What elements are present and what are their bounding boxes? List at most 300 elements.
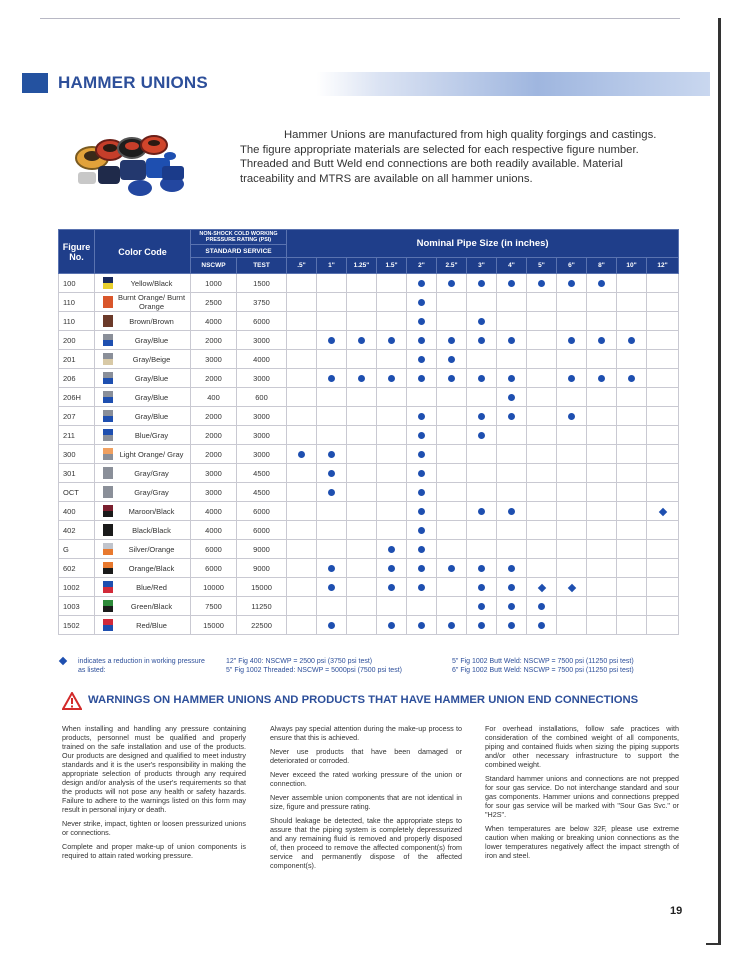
available-dot-icon: [418, 337, 425, 344]
size-availability-cell: [557, 350, 587, 369]
size-availability-cell: [347, 597, 377, 616]
size-availability-cell: [377, 578, 407, 597]
table-row: [59, 483, 679, 502]
size-availability-cell: [347, 464, 377, 483]
available-dot-icon: [508, 337, 515, 344]
size-availability-cell: [407, 388, 437, 407]
color-code-cell: [95, 388, 191, 407]
size-header: 2": [407, 258, 437, 274]
size-availability-cell: [347, 312, 377, 331]
size-availability-cell: [407, 426, 437, 445]
size-availability-cell: [557, 502, 587, 521]
figure-number: 200: [59, 331, 95, 350]
size-availability-cell: [617, 350, 647, 369]
size-availability-cell: [497, 426, 527, 445]
size-availability-cell: [467, 464, 497, 483]
size-availability-cell: [467, 521, 497, 540]
size-availability-cell: [437, 331, 467, 350]
size-availability-cell: [527, 388, 557, 407]
size-availability-cell: [347, 426, 377, 445]
size-availability-cell: [497, 464, 527, 483]
size-availability-cell: [647, 502, 679, 521]
nscwp-value: 2000: [191, 331, 237, 350]
union-spec-table: [58, 229, 679, 635]
size-availability-cell: [347, 407, 377, 426]
nscwp-value: 15000: [191, 616, 237, 635]
size-availability-cell: [557, 578, 587, 597]
warning-paragraph: Never use products that have been damaged or deteriorated or corroded.: [270, 747, 462, 765]
size-availability-cell: [587, 540, 617, 559]
available-dot-icon: [538, 603, 545, 610]
size-availability-cell: [287, 388, 317, 407]
size-availability-cell: [347, 388, 377, 407]
color-code-cell: [95, 540, 191, 559]
size-availability-cell: [377, 445, 407, 464]
nscwp-value: 3000: [191, 464, 237, 483]
size-availability-cell: [407, 369, 437, 388]
warning-paragraph: Always pay special attention during the make-up process to ensure that this is achieved.: [270, 724, 462, 742]
size-availability-cell: [497, 293, 527, 312]
size-availability-cell: [617, 521, 647, 540]
size-availability-cell: [647, 616, 679, 635]
size-availability-cell: [557, 388, 587, 407]
size-availability-cell: [647, 331, 679, 350]
warning-paragraph: When installing and handling any pressure containing products, personnel must be qualified and properly trained on the safe installation and use of the products. Our products are designed and qualified to meet industry standards and it is the user's responsibility in making the appropriate selection of products through any required design and/or analysis of the user's requirements so that the products will not pose any health or safety hazards. Failure to adhere to the warnings listed on this form may result in personal injury or death.: [62, 724, 246, 814]
size-availability-cell: [377, 293, 407, 312]
available-dot-icon: [418, 565, 425, 572]
size-header: 10": [617, 258, 647, 274]
color-swatch: [103, 410, 113, 422]
size-availability-cell: [647, 293, 679, 312]
size-availability-cell: [287, 407, 317, 426]
test-value: 6000: [237, 502, 287, 521]
hammer-unions-photo: [70, 128, 230, 208]
color-code-cell: [95, 369, 191, 388]
reduced-pressure-diamond-icon: [567, 583, 575, 591]
size-availability-cell: [287, 559, 317, 578]
available-dot-icon: [568, 280, 575, 287]
size-availability-cell: [407, 445, 437, 464]
figure-number: 1002: [59, 578, 95, 597]
size-availability-cell: [527, 293, 557, 312]
table-row: [59, 274, 679, 293]
size-availability-cell: [377, 616, 407, 635]
size-availability-cell: [407, 407, 437, 426]
color-name: Gray/Blue: [134, 392, 169, 402]
size-availability-cell: [287, 483, 317, 502]
diamond-note: indicates a reduction in working pressure as listed:: [78, 658, 205, 674]
nscwp-value: 2000: [191, 445, 237, 464]
test-value: 3000: [237, 369, 287, 388]
warning-paragraph: Complete and proper make-up of union components is required to attain rated working pressure.: [62, 842, 246, 860]
size-availability-cell: [557, 616, 587, 635]
nscwp-value: 3000: [191, 483, 237, 502]
available-dot-icon: [388, 546, 395, 553]
size-availability-cell: [407, 293, 437, 312]
nscwp-value: 2000: [191, 426, 237, 445]
size-availability-cell: [317, 578, 347, 597]
color-name: Gray/Gray: [134, 487, 169, 497]
available-dot-icon: [358, 337, 365, 344]
color-name: Blue/Gray: [134, 430, 169, 440]
nominal-size-header: Nominal Pipe Size (in inches): [287, 230, 679, 258]
available-dot-icon: [478, 375, 485, 382]
size-availability-cell: [317, 483, 347, 502]
test-value: 3000: [237, 407, 287, 426]
available-dot-icon: [358, 375, 365, 382]
nscwp-value: 4000: [191, 502, 237, 521]
size-availability-cell: [617, 559, 647, 578]
size-availability-cell: [347, 331, 377, 350]
size-availability-cell: [437, 388, 467, 407]
size-availability-cell: [377, 350, 407, 369]
color-code-cell: [95, 293, 191, 312]
color-name: Gray/Blue: [134, 373, 169, 383]
available-dot-icon: [418, 413, 425, 420]
size-availability-cell: [347, 274, 377, 293]
size-availability-cell: [317, 312, 347, 331]
available-dot-icon: [538, 622, 545, 629]
size-availability-cell: [407, 350, 437, 369]
available-dot-icon: [388, 337, 395, 344]
size-availability-cell: [437, 540, 467, 559]
figure-number: 207: [59, 407, 95, 426]
size-header: 4": [497, 258, 527, 274]
size-availability-cell: [557, 407, 587, 426]
size-availability-cell: [287, 445, 317, 464]
table-row: [59, 445, 679, 464]
warning-triangle-icon: [62, 692, 82, 710]
size-availability-cell: [347, 502, 377, 521]
size-availability-cell: [647, 540, 679, 559]
table-row: [59, 521, 679, 540]
color-name: Orange/Black: [128, 563, 175, 573]
size-availability-cell: [617, 578, 647, 597]
size-availability-cell: [287, 350, 317, 369]
size-availability-cell: [497, 369, 527, 388]
size-availability-cell: [497, 559, 527, 578]
size-availability-cell: [407, 502, 437, 521]
footnote-a: 12" Fig 400: NSCWP = 2500 psi (3750 psi test): [226, 658, 373, 665]
table-row: [59, 369, 679, 388]
warning-paragraph: Should leakage be detected, take the appropriate steps to assure that the piping system is completely depressurized and any remaining fluid is removed and properly disposed of, then proceed to remove the affected component(s) from service and permanently dispose of the affected component(s).: [270, 816, 462, 870]
available-dot-icon: [568, 337, 575, 344]
size-availability-cell: [467, 559, 497, 578]
size-header: 1": [317, 258, 347, 274]
nscwp-value: 2000: [191, 369, 237, 388]
test-value: 4500: [237, 483, 287, 502]
figure-number: 110: [59, 312, 95, 331]
size-availability-cell: [317, 274, 347, 293]
available-dot-icon: [628, 337, 635, 344]
size-header: 12": [647, 258, 679, 274]
color-name: Light Orange/ Gray: [119, 449, 184, 459]
size-availability-cell: [527, 502, 557, 521]
available-dot-icon: [598, 375, 605, 382]
size-availability-cell: [557, 464, 587, 483]
size-availability-cell: [647, 312, 679, 331]
color-name: Brown/Brown: [129, 316, 174, 326]
available-dot-icon: [298, 451, 305, 458]
size-header: 1.25": [347, 258, 377, 274]
size-availability-cell: [647, 426, 679, 445]
size-availability-cell: [377, 464, 407, 483]
size-availability-cell: [287, 597, 317, 616]
figure-number: 100: [59, 274, 95, 293]
color-name: Gray/Blue: [134, 335, 169, 345]
table-row: [59, 597, 679, 616]
size-header: 2.5": [437, 258, 467, 274]
size-availability-cell: [467, 369, 497, 388]
size-availability-cell: [377, 331, 407, 350]
size-availability-cell: [647, 559, 679, 578]
available-dot-icon: [448, 337, 455, 344]
available-dot-icon: [388, 584, 395, 591]
size-availability-cell: [647, 407, 679, 426]
available-dot-icon: [328, 622, 335, 629]
size-availability-cell: [317, 426, 347, 445]
color-swatch: [103, 391, 113, 403]
size-availability-cell: [377, 388, 407, 407]
color-code-cell: [95, 502, 191, 521]
available-dot-icon: [418, 489, 425, 496]
color-swatch: [103, 543, 113, 555]
available-dot-icon: [418, 622, 425, 629]
size-availability-cell: [467, 616, 497, 635]
size-availability-cell: [377, 597, 407, 616]
size-availability-cell: [557, 597, 587, 616]
available-dot-icon: [418, 470, 425, 477]
available-dot-icon: [478, 584, 485, 591]
size-availability-cell: [287, 293, 317, 312]
test-value: 3000: [237, 445, 287, 464]
color-code-cell: [95, 616, 191, 635]
available-dot-icon: [328, 470, 335, 477]
size-availability-cell: [617, 445, 647, 464]
nscwp-value: 3000: [191, 350, 237, 369]
size-availability-cell: [527, 483, 557, 502]
available-dot-icon: [418, 356, 425, 363]
color-swatch: [103, 562, 113, 574]
size-availability-cell: [287, 426, 317, 445]
nscwp-value: 1000: [191, 274, 237, 293]
size-availability-cell: [587, 521, 617, 540]
figure-number: 300: [59, 445, 95, 464]
color-swatch: [103, 277, 113, 289]
footnote-b: 5" Fig 1002 Threaded: NSCWP = 5000psi (7500 psi test): [226, 667, 402, 674]
available-dot-icon: [478, 413, 485, 420]
size-availability-cell: [527, 521, 557, 540]
size-availability-cell: [467, 407, 497, 426]
size-availability-cell: [437, 274, 467, 293]
figure-number: 402: [59, 521, 95, 540]
size-availability-cell: [647, 578, 679, 597]
size-availability-cell: [527, 331, 557, 350]
size-availability-cell: [407, 274, 437, 293]
color-name: Green/Black: [130, 601, 173, 611]
nscwp-value: 6000: [191, 559, 237, 578]
available-dot-icon: [388, 622, 395, 629]
color-swatch: [103, 315, 113, 327]
test-value: 4000: [237, 350, 287, 369]
size-availability-cell: [347, 293, 377, 312]
available-dot-icon: [418, 546, 425, 553]
table-row: [59, 407, 679, 426]
size-availability-cell: [557, 521, 587, 540]
color-swatch: [103, 353, 113, 365]
color-code-cell: [95, 521, 191, 540]
table-row: [59, 464, 679, 483]
warnings-col-1: [62, 724, 246, 865]
available-dot-icon: [508, 622, 515, 629]
size-availability-cell: [527, 426, 557, 445]
size-availability-cell: [497, 331, 527, 350]
color-swatch: [103, 600, 113, 612]
figure-number: 110: [59, 293, 95, 312]
size-availability-cell: [377, 312, 407, 331]
figure-number: G: [59, 540, 95, 559]
size-availability-cell: [467, 483, 497, 502]
figure-number: 1003: [59, 597, 95, 616]
size-availability-cell: [317, 540, 347, 559]
size-availability-cell: [467, 540, 497, 559]
size-availability-cell: [437, 293, 467, 312]
size-availability-cell: [317, 445, 347, 464]
warnings-col-3: [485, 724, 679, 865]
size-availability-cell: [617, 502, 647, 521]
nscwp-value: 2500: [191, 293, 237, 312]
size-availability-cell: [377, 521, 407, 540]
size-availability-cell: [497, 274, 527, 293]
size-availability-cell: [497, 578, 527, 597]
color-name: Yellow/Black: [130, 278, 173, 288]
color-name: Silver/Orange: [128, 544, 175, 554]
size-availability-cell: [317, 521, 347, 540]
size-availability-cell: [617, 369, 647, 388]
size-availability-cell: [377, 559, 407, 578]
diamond-legend-icon: [59, 657, 67, 665]
available-dot-icon: [418, 299, 425, 306]
page-number: 19: [670, 905, 683, 917]
size-availability-cell: [497, 312, 527, 331]
size-availability-cell: [497, 616, 527, 635]
color-swatch: [103, 486, 113, 498]
size-header: .5": [287, 258, 317, 274]
intro-paragraph: Hammer Unions are manufactured from high quality forgings and castings. The figure appropriate materials are selected for each respective figure number. Threaded and Butt Weld end connections are both readily available. Material traceability and MTRS are available on all hammer unions.: [240, 129, 657, 185]
available-dot-icon: [478, 318, 485, 325]
available-dot-icon: [448, 622, 455, 629]
size-availability-cell: [617, 597, 647, 616]
available-dot-icon: [418, 432, 425, 439]
size-availability-cell: [587, 312, 617, 331]
size-availability-cell: [437, 312, 467, 331]
size-availability-cell: [587, 445, 617, 464]
color-swatch: [103, 448, 113, 460]
nscwp-value: 400: [191, 388, 237, 407]
size-availability-cell: [437, 502, 467, 521]
size-availability-cell: [287, 464, 317, 483]
test-value: 22500: [237, 616, 287, 635]
size-availability-cell: [497, 388, 527, 407]
size-availability-cell: [587, 464, 617, 483]
size-availability-cell: [377, 540, 407, 559]
size-availability-cell: [647, 274, 679, 293]
size-availability-cell: [317, 388, 347, 407]
available-dot-icon: [418, 527, 425, 534]
size-availability-cell: [647, 483, 679, 502]
size-availability-cell: [527, 407, 557, 426]
test-value: 1500: [237, 274, 287, 293]
size-availability-cell: [467, 597, 497, 616]
table-row: [59, 293, 679, 312]
size-availability-cell: [587, 483, 617, 502]
size-availability-cell: [467, 426, 497, 445]
color-code-cell: [95, 597, 191, 616]
size-availability-cell: [647, 521, 679, 540]
size-availability-cell: [467, 331, 497, 350]
color-name: Black/Black: [132, 525, 171, 535]
table-row: [59, 388, 679, 407]
available-dot-icon: [328, 565, 335, 572]
size-header: 3": [467, 258, 497, 274]
size-availability-cell: [647, 445, 679, 464]
size-availability-cell: [467, 388, 497, 407]
size-availability-cell: [617, 464, 647, 483]
size-availability-cell: [527, 559, 557, 578]
figure-number: OCT: [59, 483, 95, 502]
color-swatch: [103, 524, 113, 536]
size-availability-cell: [347, 540, 377, 559]
size-availability-cell: [587, 616, 617, 635]
size-availability-cell: [587, 407, 617, 426]
color-swatch: [103, 372, 113, 384]
size-availability-cell: [617, 407, 647, 426]
size-availability-cell: [587, 350, 617, 369]
size-availability-cell: [527, 597, 557, 616]
size-header: 1.5": [377, 258, 407, 274]
size-availability-cell: [617, 483, 647, 502]
size-availability-cell: [587, 597, 617, 616]
available-dot-icon: [628, 375, 635, 382]
figure-number: 602: [59, 559, 95, 578]
size-availability-cell: [407, 616, 437, 635]
size-availability-cell: [587, 502, 617, 521]
page-title: HAMMER UNIONS: [58, 73, 208, 92]
color-swatch: [103, 296, 113, 308]
size-availability-cell: [317, 331, 347, 350]
color-code-cell: [95, 312, 191, 331]
warning-paragraph: Never exceed the rated working pressure of the union or connection.: [270, 770, 462, 788]
available-dot-icon: [598, 337, 605, 344]
size-availability-cell: [527, 445, 557, 464]
size-availability-cell: [617, 274, 647, 293]
figure-number: 301: [59, 464, 95, 483]
size-availability-cell: [617, 426, 647, 445]
size-availability-cell: [557, 540, 587, 559]
standard-service-header: STANDARD SERVICE: [191, 245, 287, 258]
size-availability-cell: [497, 502, 527, 521]
test-value: 15000: [237, 578, 287, 597]
size-availability-cell: [527, 350, 557, 369]
size-availability-cell: [527, 616, 557, 635]
color-name: Burnt Orange/ Burnt Orange: [117, 293, 186, 311]
size-availability-cell: [317, 293, 347, 312]
rating-header: NON-SHOCK COLD WORKING PRESSURE RATING (PSI): [191, 230, 287, 245]
size-availability-cell: [527, 369, 557, 388]
color-swatch: [103, 505, 113, 517]
size-availability-cell: [497, 483, 527, 502]
size-availability-cell: [317, 407, 347, 426]
